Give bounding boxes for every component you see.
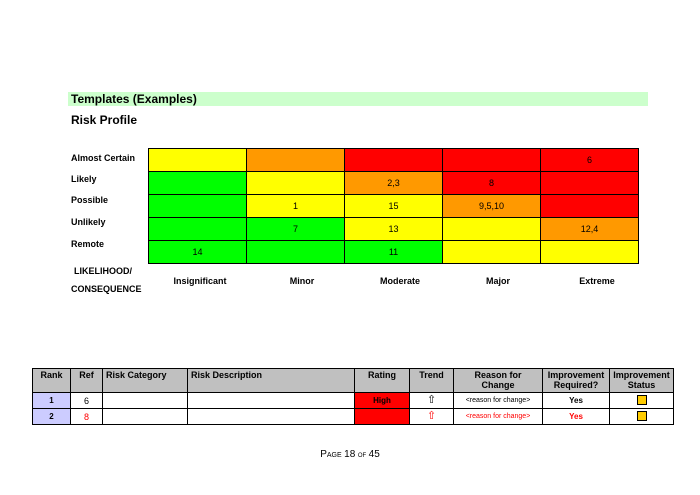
matrix-cell xyxy=(149,149,247,172)
matrix-cell xyxy=(247,172,345,195)
rating-cell: High xyxy=(355,409,410,425)
matrix-cell: 12,4 xyxy=(541,218,639,241)
matrix-cell xyxy=(247,241,345,264)
header-rank: Rank xyxy=(33,369,71,393)
up-arrow-icon: ⇧ xyxy=(426,394,437,406)
status-square-icon xyxy=(637,395,647,405)
matrix-cell: 13 xyxy=(345,218,443,241)
matrix-row xyxy=(149,149,639,172)
matrix-cell: 9,5,10 xyxy=(443,195,541,218)
header-improvement-required xyxy=(543,369,610,393)
header-improvement-status-line2: Status xyxy=(627,380,656,390)
likelihood-label-almost-certain: Almost Certain xyxy=(71,153,136,163)
matrix-cell xyxy=(149,195,247,218)
consequence-label-moderate: Moderate xyxy=(379,276,420,286)
rank-cell: 2 xyxy=(33,409,71,425)
description-cell xyxy=(188,393,355,409)
consequence-axis-label: CONSEQUENCE xyxy=(71,284,142,294)
header-improvement-status-line1: Improvement xyxy=(613,370,670,380)
matrix-cell xyxy=(345,149,443,172)
matrix-cell xyxy=(541,172,639,195)
footer-page-number: 18 xyxy=(344,449,356,460)
section-title: Templates (Examples) xyxy=(71,92,197,106)
consequence-label-major: Major xyxy=(485,276,510,286)
table-row xyxy=(33,409,674,425)
likelihood-label-likely: Likely xyxy=(71,174,97,184)
header-trend: Trend xyxy=(410,369,454,393)
header-ref: Ref xyxy=(71,369,103,393)
matrix-cell xyxy=(443,241,541,264)
trend-cell xyxy=(410,393,454,409)
consequence-label-extreme: Extreme xyxy=(579,276,615,286)
header-rating: Rating xyxy=(355,369,410,393)
improvement-required-cell: Yes xyxy=(543,409,610,425)
improvement-status-cell xyxy=(610,393,674,409)
page-footer xyxy=(0,449,700,460)
matrix-row xyxy=(149,241,639,264)
page-subtitle: Risk Profile xyxy=(71,113,138,127)
footer-total-pages: 45 xyxy=(368,449,380,460)
status-square-icon xyxy=(637,411,647,421)
header-risk-description: Risk Description xyxy=(188,369,355,393)
rating-cell: High xyxy=(355,393,410,409)
matrix-cell: 7 xyxy=(247,218,345,241)
header-improvement-required-line1: Improvement xyxy=(547,370,605,380)
register-header-row xyxy=(33,369,674,393)
matrix-row xyxy=(149,218,639,241)
matrix-cell xyxy=(443,149,541,172)
header-reason-for-change xyxy=(454,369,543,393)
matrix-cell: 1 xyxy=(247,195,345,218)
consequence-label-minor: Minor xyxy=(289,276,315,286)
likelihood-axis-label: LIKELIHOOD/ xyxy=(74,266,132,276)
matrix-cell: 8 xyxy=(443,172,541,195)
footer-of-word: of xyxy=(357,449,367,459)
matrix-cell xyxy=(541,241,639,264)
header-reason-line1: Reason for xyxy=(474,370,522,380)
ref-cell: 6 xyxy=(71,393,103,409)
matrix-cell xyxy=(149,172,247,195)
likelihood-label-remote: Remote xyxy=(71,239,105,249)
header-risk-category: Risk Category xyxy=(103,369,188,393)
matrix-cell: 15 xyxy=(345,195,443,218)
header-improvement-status xyxy=(610,369,674,393)
risk-matrix xyxy=(148,148,639,264)
matrix-cell xyxy=(149,218,247,241)
likelihood-label-possible: Possible xyxy=(71,195,109,205)
matrix-cell: 11 xyxy=(345,241,443,264)
description-cell xyxy=(188,409,355,425)
risk-register-table xyxy=(32,368,674,425)
trend-cell xyxy=(410,409,454,425)
header-improvement-required-line2: Required? xyxy=(553,380,599,390)
matrix-cell xyxy=(541,195,639,218)
rank-cell: 1 xyxy=(33,393,71,409)
improvement-required-cell: Yes xyxy=(543,393,610,409)
up-arrow-icon: ⇧ xyxy=(426,410,437,422)
improvement-status-cell xyxy=(610,409,674,425)
header-reason-line2: Change xyxy=(481,380,515,390)
matrix-cell: 6 xyxy=(541,149,639,172)
category-cell xyxy=(103,409,188,425)
likelihood-label-unlikely: Unlikely xyxy=(71,217,106,227)
matrix-cell xyxy=(247,149,345,172)
matrix-row xyxy=(149,195,639,218)
footer-page-word: Page xyxy=(320,449,342,460)
category-cell xyxy=(103,393,188,409)
consequence-label-insignificant: Insignificant xyxy=(173,276,227,286)
matrix-row xyxy=(149,172,639,195)
reason-cell: <reason for change> xyxy=(454,393,543,409)
matrix-cell xyxy=(443,218,541,241)
ref-cell: 8 xyxy=(71,409,103,425)
matrix-cell: 2,3 xyxy=(345,172,443,195)
table-row xyxy=(33,393,674,409)
matrix-cell: 14 xyxy=(149,241,247,264)
reason-cell: <reason for change> xyxy=(454,409,543,425)
